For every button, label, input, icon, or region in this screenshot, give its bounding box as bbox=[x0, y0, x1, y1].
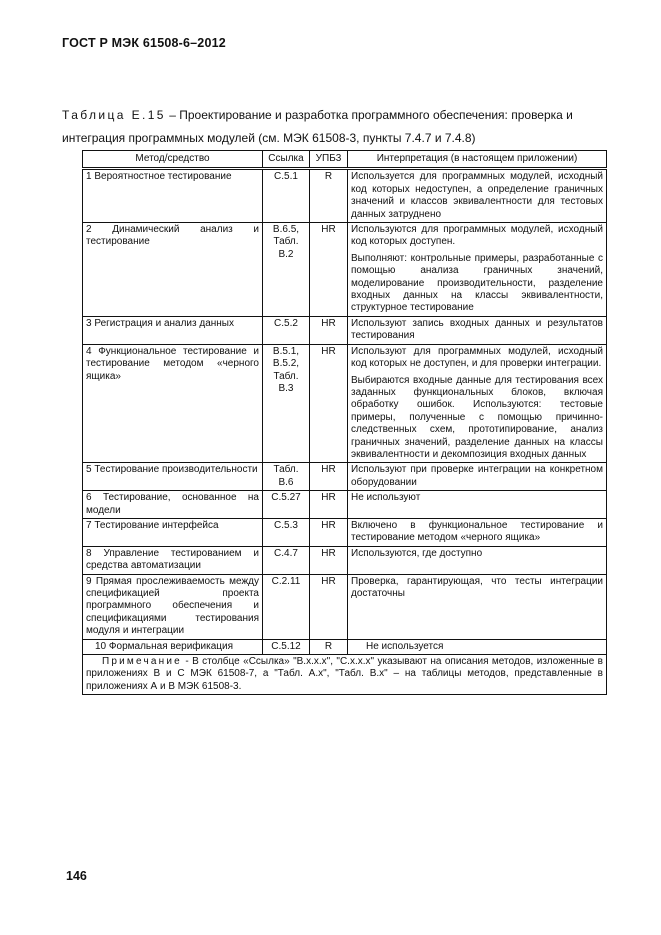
cell-interpretation bbox=[348, 574, 607, 639]
interpretation-text: Выполняют: контрольные примеры, разработанные с помощью анализа граничных значений, моделирование производительности, разделение входных данных на классы эквивалентности, структурное тестирование bbox=[351, 252, 603, 314]
interpretation-text: Используются для программных модулей, исходный код которых доступен. bbox=[351, 224, 603, 248]
interpretation-text: Проверка, гарантирующая, что тесты интеграции достаточны bbox=[351, 575, 603, 599]
cell-reference: С.5.1 bbox=[263, 169, 310, 223]
cell-method: 9 Прямая прослеживаемость между спецификацией проекта программного обеспечения и спецификациями тестирования модуля и интеграции bbox=[83, 574, 263, 639]
cell-method: 2 Динамический анализ и тестирование bbox=[83, 223, 263, 317]
table-row bbox=[83, 491, 607, 519]
cell-interpretation bbox=[348, 344, 607, 463]
table-note bbox=[83, 655, 607, 695]
table-row bbox=[83, 574, 607, 639]
table-caption-label: Таблица Е.15 bbox=[62, 108, 166, 122]
interpretation-text: Не используется bbox=[366, 640, 444, 652]
interpretation-text: Не используют bbox=[351, 492, 421, 504]
note-label: Примечание bbox=[102, 656, 182, 668]
interpretation-text: Используют при проверке интеграции на конкретном оборудовании bbox=[351, 464, 603, 488]
cell-method: 7 Тестирование интерфейса bbox=[83, 518, 263, 546]
cell-reference: С.2.11 bbox=[263, 574, 310, 639]
table-row bbox=[83, 223, 607, 317]
interpretation-text: Используются, где доступно bbox=[351, 547, 483, 559]
cell-reference: С.5.12 bbox=[263, 639, 310, 654]
cell-method: 10 Формальная верификация bbox=[83, 639, 263, 654]
cell-level: HR bbox=[310, 463, 348, 491]
cell-reference: С.5.27 bbox=[263, 491, 310, 519]
document-code: ГОСТ Р МЭК 61508-6–2012 bbox=[62, 36, 226, 50]
page-number: 146 bbox=[66, 869, 87, 883]
cell-level: R bbox=[310, 639, 348, 654]
cell-interpretation bbox=[348, 639, 607, 654]
methods-table bbox=[82, 150, 607, 695]
cell-reference: С.5.2 bbox=[263, 316, 310, 344]
cell-level: R bbox=[310, 169, 348, 223]
interpretation-text: Используется для программных модулей, исходный код которых недоступен, а определение граничных значений и классов эквивалентности для тестовых данных затруднено bbox=[351, 171, 603, 220]
cell-interpretation bbox=[348, 169, 607, 223]
cell-interpretation bbox=[348, 546, 607, 574]
cell-reference: В.6.5, Табл. В.2 bbox=[263, 223, 310, 317]
interpretation-text: Включено в функциональное тестирование и тестирование методом «черного ящика» bbox=[351, 519, 603, 544]
header-interpretation: Интерпретация (в настоящем приложении) bbox=[348, 151, 607, 169]
table-caption bbox=[62, 104, 602, 150]
cell-interpretation bbox=[348, 491, 607, 519]
cell-method: 4 Функциональное тестирование и тестирование методом «черного ящика» bbox=[83, 344, 263, 463]
table-row bbox=[83, 169, 607, 223]
cell-method: 3 Регистрация и анализ данных bbox=[83, 316, 263, 344]
header-level: УПБ3 bbox=[310, 151, 348, 169]
cell-reference: В.5.1, В.5.2, Табл. В.3 bbox=[263, 344, 310, 463]
table-row bbox=[83, 463, 607, 491]
cell-level: HR bbox=[310, 574, 348, 639]
cell-interpretation bbox=[348, 223, 607, 317]
cell-level: HR bbox=[310, 546, 348, 574]
cell-method: 6 Тестирование, основанное на модели bbox=[83, 491, 263, 519]
table-row bbox=[83, 344, 607, 463]
cell-reference: С.4.7 bbox=[263, 546, 310, 574]
interpretation-text: Используют запись входных данных и результатов тестирования bbox=[351, 317, 603, 342]
header-reference: Ссылка bbox=[263, 151, 310, 169]
table-row bbox=[83, 316, 607, 344]
interpretation-text: Выбираются входные данные для тестирования всех заданных функциональных блоков, включая обработку ошибок. Используются: тестовые примеры, полученные с помощью причинно-следственных схем, прототипирование, анализ граничных значений, разделение данных на классы эквивалентности и декомпозиция входных данных bbox=[351, 374, 603, 460]
cell-interpretation bbox=[348, 463, 607, 491]
table-row bbox=[83, 546, 607, 574]
cell-level: HR bbox=[310, 491, 348, 519]
cell-reference: С.5.3 bbox=[263, 518, 310, 546]
table-header-row bbox=[83, 151, 607, 169]
cell-level: HR bbox=[310, 316, 348, 344]
interpretation-text: Используют для программных модулей, исходный код которых не доступен, и для проверки интеграции. bbox=[351, 345, 603, 370]
cell-interpretation bbox=[348, 518, 607, 546]
cell-method: 1 Вероятностное тестирование bbox=[83, 169, 263, 223]
table-note-row bbox=[83, 655, 607, 695]
cell-reference: Табл. В.6 bbox=[263, 463, 310, 491]
cell-level: HR bbox=[310, 518, 348, 546]
cell-interpretation bbox=[348, 316, 607, 344]
cell-level: HR bbox=[310, 344, 348, 463]
cell-level: HR bbox=[310, 223, 348, 317]
table-caption-text: – Проектирование и разработка программного обеспечения: проверка и интеграция программных модулей (см. МЭК 61508-3, пункты 7.4.7 и 7.4.8) bbox=[62, 108, 573, 145]
header-method: Метод/средство bbox=[83, 151, 263, 169]
cell-method: 5 Тестирование производительности bbox=[83, 463, 263, 491]
cell-method: 8 Управление тестированием и средства автоматизации bbox=[83, 546, 263, 574]
table-row bbox=[83, 518, 607, 546]
note-text: - В столбце «Ссылка» "В.х.х.х", "С.х.х.х" указывают на описания методов, изложенные в приложениях В и С МЭК 61508-7, а "Табл. А.х", "Табл. В.х" – на таблицы методов, представленные в приложениях А и В МЭК 61508-3. bbox=[86, 656, 603, 692]
table-row bbox=[83, 639, 607, 654]
